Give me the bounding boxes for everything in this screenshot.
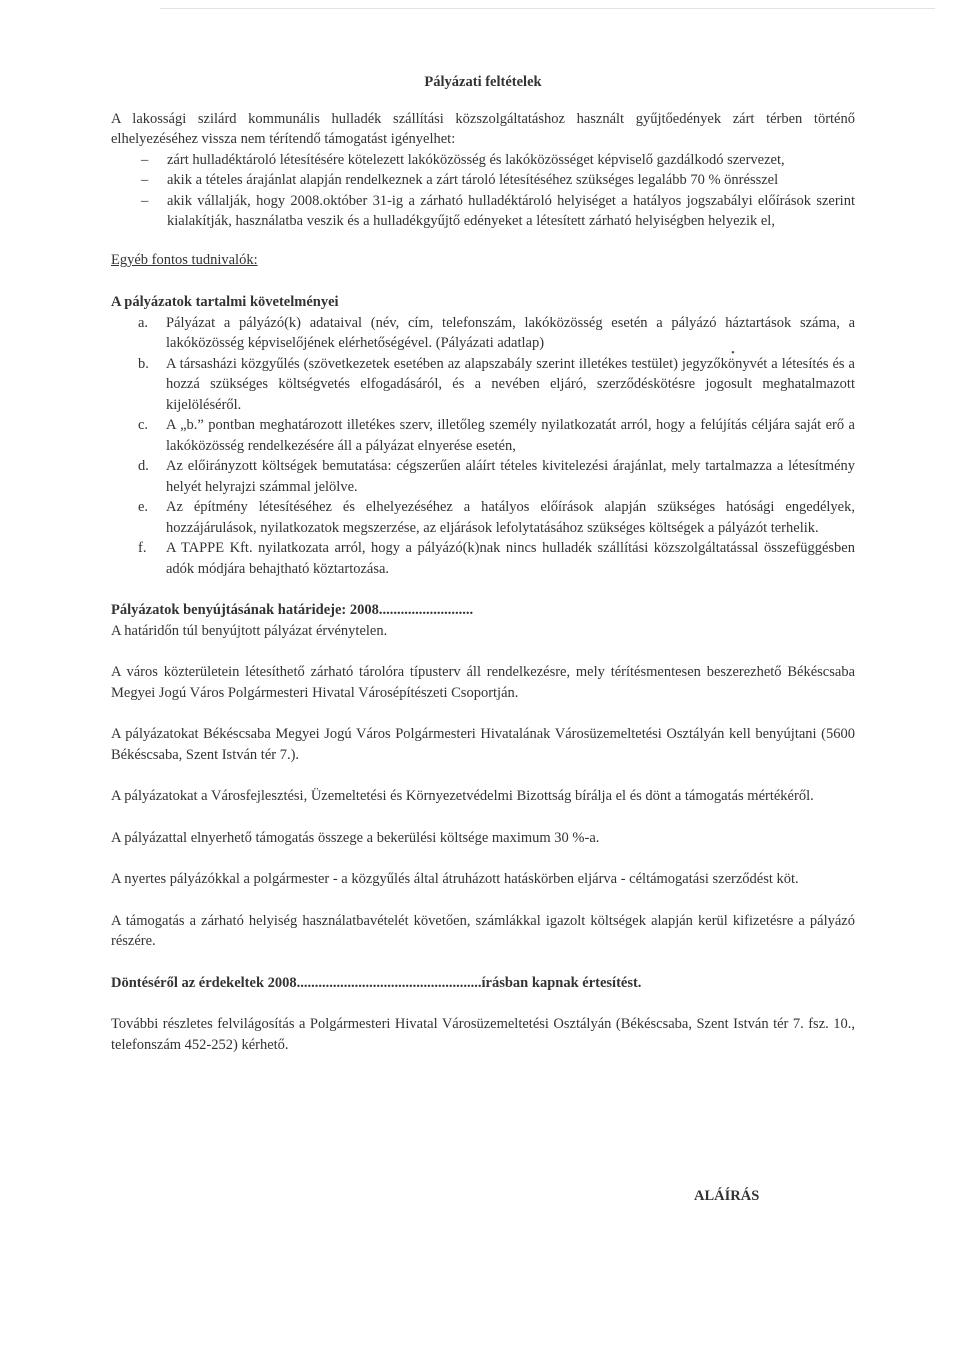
requirement-text: A „b.” pontban meghatározott illetékes szerv, illetőleg személy nyilatkozatát arról, hogy a felújítás céljára saját erő a lakóközösség rendelkezésére áll a pályázat elnyerése esetén, (166, 417, 855, 454)
spacer (111, 848, 855, 869)
requirement-item (111, 538, 855, 579)
requirement-letter: a. (138, 314, 149, 331)
eligible-item (111, 191, 855, 232)
info-paragraph: A nyertes pályázókkal a polgármester - a közgyűlés által átruházott hatáskörben eljárva - céltámogatási szerződést köt. (111, 871, 799, 887)
dash-mark: – (141, 151, 149, 168)
dash-mark: – (141, 172, 149, 188)
spacer (111, 641, 855, 662)
requirement-text: A TAPPE Kft. nyilatkozata arról, hogy a pályázó(k)nak nincs hulladék szállítási közszolgáltatással összefüggésben adók módjára behajtható köztartozása. (166, 540, 855, 577)
spacer (111, 703, 855, 724)
eligible-text: akik a tételes árajánlat alapján rendelkeznek a zárt tároló létesítéséhez szükséges legalább 70 % önrésszel (167, 172, 779, 188)
eligible-text: akik vállalják, hogy 2008.október 31-ig a zárható hulladéktároló helyiséget a hatályos jogszabályi előírások szerint kialakítják, használatba veszik és a hulladékgyűjtő edényeket a létesített zárható helyiségben helyezik el, (167, 192, 855, 229)
info-paragraph: A város közterületein létesíthető zárható tárolóra típusterv áll rendelkezésre, mely térítésmentesen beszerezhető Békéscsaba Megyei Jogú Város Polgármesteri Hivatal Városépítészeti Csoportján. (111, 664, 855, 701)
eligible-text: zárt hulladéktároló létesítésére kötelezett lakóközösség és lakóközösséget képviselő gazdálkodó szervezet, (167, 151, 785, 168)
content-heading: A pályázatok tartalmi követelményei (111, 294, 339, 310)
decision-label: Döntéséről az érdekeltek 2008 (111, 974, 297, 991)
document-body (111, 72, 855, 1055)
spacer (111, 765, 855, 786)
requirements-list (111, 313, 855, 580)
requirement-item (111, 456, 855, 497)
stray-mark: • (731, 347, 735, 359)
info-paragraph: A pályázatokat Békéscsaba Megyei Jogú Város Polgármesteri Hivatalának Városüzemeltetési Osztályán kell benyújtani (5600 Békéscsaba, Szent István tér 7.). (111, 726, 855, 763)
deadline-line (111, 600, 855, 621)
more-info-paragraph: További részletes felvilágosítás a Polgármesteri Hivatal Városüzemeltetési Osztályán (Békéscsaba, Szent István tér 7. fsz. 10., telefonszám 452-252) kérhető. (111, 1016, 855, 1053)
spacer (111, 807, 855, 828)
requirement-item (111, 415, 855, 456)
requirement-letter: e. (138, 499, 149, 515)
other-info-label: Egyéb fontos tudnivalók: (111, 251, 258, 268)
signature-label: ALÁÍRÁS (694, 1188, 760, 1204)
deadline-dots: .......................... (378, 602, 474, 618)
dash-mark: – (141, 192, 149, 209)
info-paragraph: A támogatás a zárható helyiség használatbavételét követően, számlákkal igazolt költségek alapján kerül kifizetésre a pályázó részére. (111, 912, 855, 949)
document-title: Pályázati feltételek (424, 74, 542, 90)
requirement-letter: d. (138, 458, 149, 474)
requirement-letter: c. (138, 417, 149, 433)
spacer (111, 993, 855, 1014)
eligible-item (111, 170, 855, 191)
decision-suffix: írásban kapnak értesítést. (481, 974, 642, 991)
decision-line (111, 973, 855, 994)
scan-edge-line (160, 8, 935, 9)
decision-dots: ................................................... (296, 974, 482, 991)
deadline-label: Pályázatok benyújtásának határideje: 2008 (111, 602, 379, 618)
requirement-text: Az építmény létesítéséhez és elhelyezéséhez a hatályos előírások alapján szükséges hatósági engedélyek, hozzájárulások, nyilatkozatok megszerzése, az eljárások lefolytatásához szükséges költségek a pályázót terhelik. (166, 499, 855, 536)
requirement-item (111, 497, 855, 538)
info-paragraph: A pályázatokat a Városfejlesztési, Üzemeltetési és Környezetvédelmi Bizottság bírálja el és dönt a támogatás mértékéről. (111, 788, 814, 804)
spacer (111, 952, 855, 973)
requirement-text: Az előirányzott költségek bemutatása: cégszerűen aláírt tételes kivitelezési árajánlat, mely tartalmazza a létesítmény helyét helyrajzi számmal jelölve. (166, 458, 855, 495)
info-paragraph: A pályázattal elnyerhető támogatás összege a bekerülési költsége maximum 30 %-a. (111, 829, 600, 846)
eligible-item (111, 150, 855, 171)
intro-paragraph: A lakossági szilárd kommunális hulladék szállítási közszolgáltatáshoz használt gyűjtőedények zárt térben történő elhelyezéséhez vissza nem térítendő támogatást igényelhet: (111, 110, 855, 147)
spacer (111, 579, 855, 600)
requirement-text: Pályázat a pályázó(k) adataival (név, cím, telefonszám, lakóközösség esetén a pályázó háztartások száma, a lakóközösség képviselőjének elérhetőségével. (Pályázati adatlap) (166, 314, 855, 351)
deadline-note: A határidőn túl benyújtott pályázat érvénytelen. (111, 622, 388, 639)
requirement-item (111, 354, 855, 416)
requirement-letter: f. (138, 540, 147, 556)
requirement-text: A társasházi közgyűlés (szövetkezetek esetében az alapszabály szerint illetékes testület) jegyzőkönyvét a létesítés és a hozzá szükséges költségvetés elfogadásáról, és a nevében eljáró, szerződéskötésre jogosult meghatalmazott kijelöléséről. (166, 355, 855, 413)
requirement-letter: b. (138, 355, 149, 372)
requirement-item (111, 313, 855, 354)
eligible-list (111, 150, 855, 232)
spacer (111, 890, 855, 911)
